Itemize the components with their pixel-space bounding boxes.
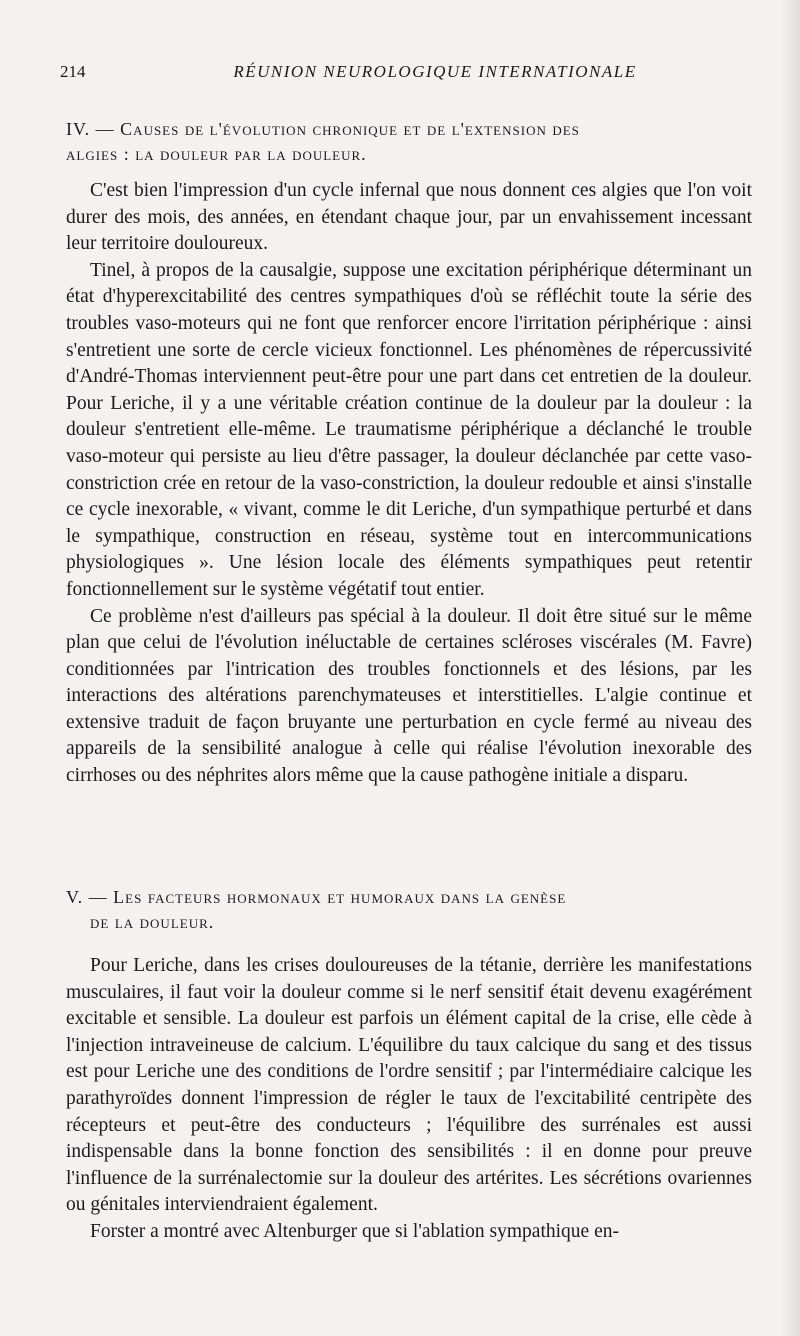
section-4-heading-line2: algies : la douleur par la douleur. [66, 144, 367, 164]
page-number: 214 [60, 62, 86, 81]
section-4-heading-line1: IV. — Causes de l'évolution chronique et de l'extension des [66, 119, 580, 139]
page-edge-shadow [780, 0, 800, 1336]
paragraph: Ce problème n'est d'ailleurs pas spécial à la douleur. Il doit être situé sur le même plan que celui de l'évolution inéluctable de certaines scléroses viscérales (M. Favre) conditionnées par l'intrication des troubles fonctionnels et des lésions, par les interactions des altérations parenchymateuses et interstitielles. L'algie continue et extensive traduit de façon bruyante une perturbation en cycle fermé au niveau des appareils de la sensibilité analogue à celle qui réalise l'évolution inexorable des cirrhoses ou des néphrites alors même que la cause pathogène initiale a disparu. [66, 605, 752, 787]
running-head [60, 62, 760, 86]
paragraph: C'est bien l'impression d'un cycle infernal que nous donnent ces algies que l'on voit durer des mois, des années, en étendant chaque jour, par un envahissement incessant leur territoire douloureux. [66, 180, 752, 255]
section-4-heading [66, 117, 756, 167]
paragraph: Pour Leriche, dans les crises douloureuses de la tétanie, derrière les manifestations musculaires, il faut voir la douleur comme si le nerf sensitif était devenu exagérément excitable et sensible. La douleur est parfois un élément capital de la crise, elle cède à l'injection intraveineuse de calcium. L'équilibre du taux calcique du sang et des tissus est pour Leriche une des conditions de l'ordre sensitif ; par l'intermédiaire calcique les parathyroïdes donnent l'impression de régler le taux de l'excitabilité centripète des récepteurs et peut-être des conducteurs ; l'équilibre des surrénales est aussi indispensable dans la bonne fonction des sensibilités : il en donne pour preuve l'influence de la surrénalectomie sur la douleur des artérites. Les sécrétions ovariennes ou génitales interviendraient également. [66, 955, 752, 1216]
section-4-body [66, 178, 752, 790]
section-5-heading-line1: V. — Les facteurs hormonaux et humoraux dans la genèse [66, 887, 567, 907]
section-5-heading-line2: de la douleur. [90, 912, 215, 932]
journal-title: RÉUNION NEUROLOGIQUE INTERNATIONALE [233, 62, 637, 81]
section-5-heading [66, 885, 756, 935]
paragraph: Forster a montré avec Altenburger que si l'ablation sympathique en- [90, 1220, 619, 1242]
section-5-body [66, 953, 752, 1246]
paragraph: Tinel, à propos de la causalgie, suppose une excitation périphérique déterminant un état d'hyperexcitabilité des centres sympathiques d'où se réfléchit toute la série des troubles vaso-moteurs qui ne font que renforcer encore l'irritation périphérique : ainsi s'entretient une sorte de cercle vicieux fonctionnel. Les phénomènes de répercussivité d'André-Thomas interviennent peut-être pour une part dans cet entretien de la douleur. Pour Leriche, il y a une véritable création continue de la douleur par la douleur : la douleur s'entretient elle-même. Le traumatisme périphérique a déclanché le trouble vaso-moteur qui persiste au lieu d'être passager, la douleur déclanchée par cette vaso-constriction crée en retour de la vaso-constriction, la douleur redouble et ainsi s'installe ce cycle inexorable, « vivant, comme le dit Leriche, d'un sympathique perturbé et dans le sympathique, construction en réseau, système tout en intercommunications physiologiques ». Une lésion locale des éléments sympathiques peut retentir fonctionnellement sur le système végétatif tout entier. [66, 259, 752, 600]
